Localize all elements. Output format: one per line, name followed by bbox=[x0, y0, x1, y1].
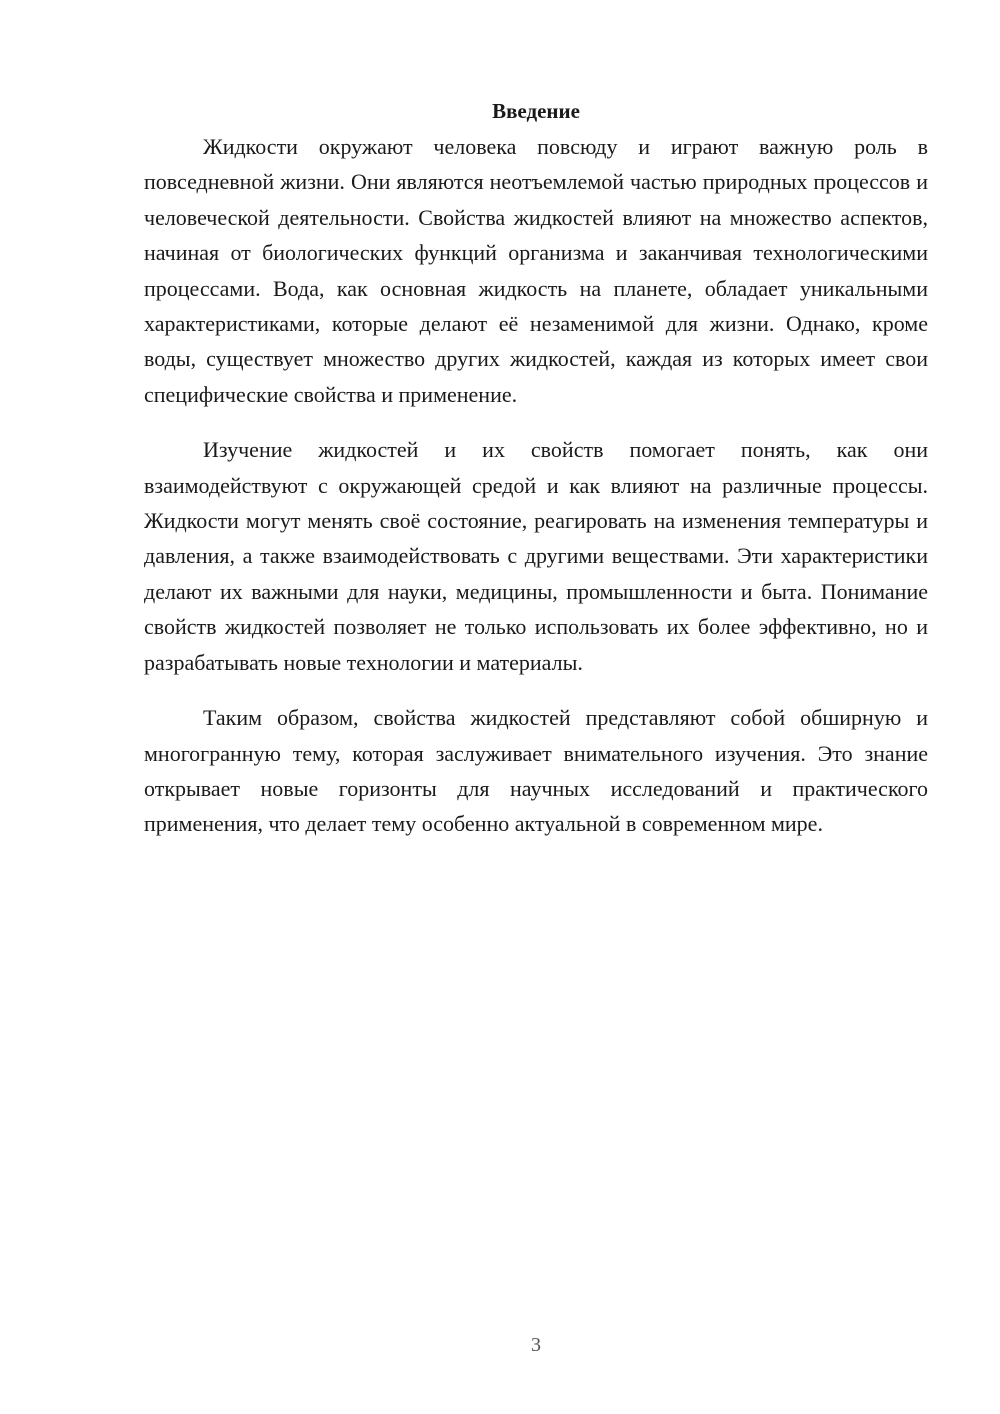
paragraph-3: Таким образом, свойства жидкостей представляют собой обширную и многогранную тему, которая заслуживает внимательного изучения. Это знание открывает новые горизонты для научных исследований и практического применения, что делает тему особенно актуальной в современном мире. bbox=[144, 705, 928, 837]
paragraph-1: Жидкости окружают человека повсюду и играют важную роль в повседневной жизни. Они являются неотъемлемой частью природных процессов и человеческой деятельности. Свойства жидкостей влияют на множество аспектов, начиная от биологических функций организма и заканчивая технологическими процессами. Вода, как основная жидкость на планете, обладает уникальными характеристиками, которые делают её незаменимой для жизни. Однако, кроме воды, существует множество других жидкостей, каждая из которых имеет свои специфические свойства и применение. bbox=[144, 134, 928, 407]
section-title: Введение bbox=[492, 99, 580, 123]
paragraph-2: Изучение жидкостей и их свойств помогает понять, как они взаимодействуют с окружающей средой и как влияют на различные процессы. Жидкости могут менять своё состояние, реагировать на изменения температуры и давления, а также взаимодействовать с другими веществами. Эти характеристики делают их важными для науки, медицины, промышленности и быта. Понимание свойств жидкостей позволяет не только использовать их более эффективно, но и разрабатывать новые технологии и материалы. bbox=[144, 437, 928, 675]
page-number: 3 bbox=[531, 1334, 541, 1356]
page-content bbox=[144, 94, 928, 862]
